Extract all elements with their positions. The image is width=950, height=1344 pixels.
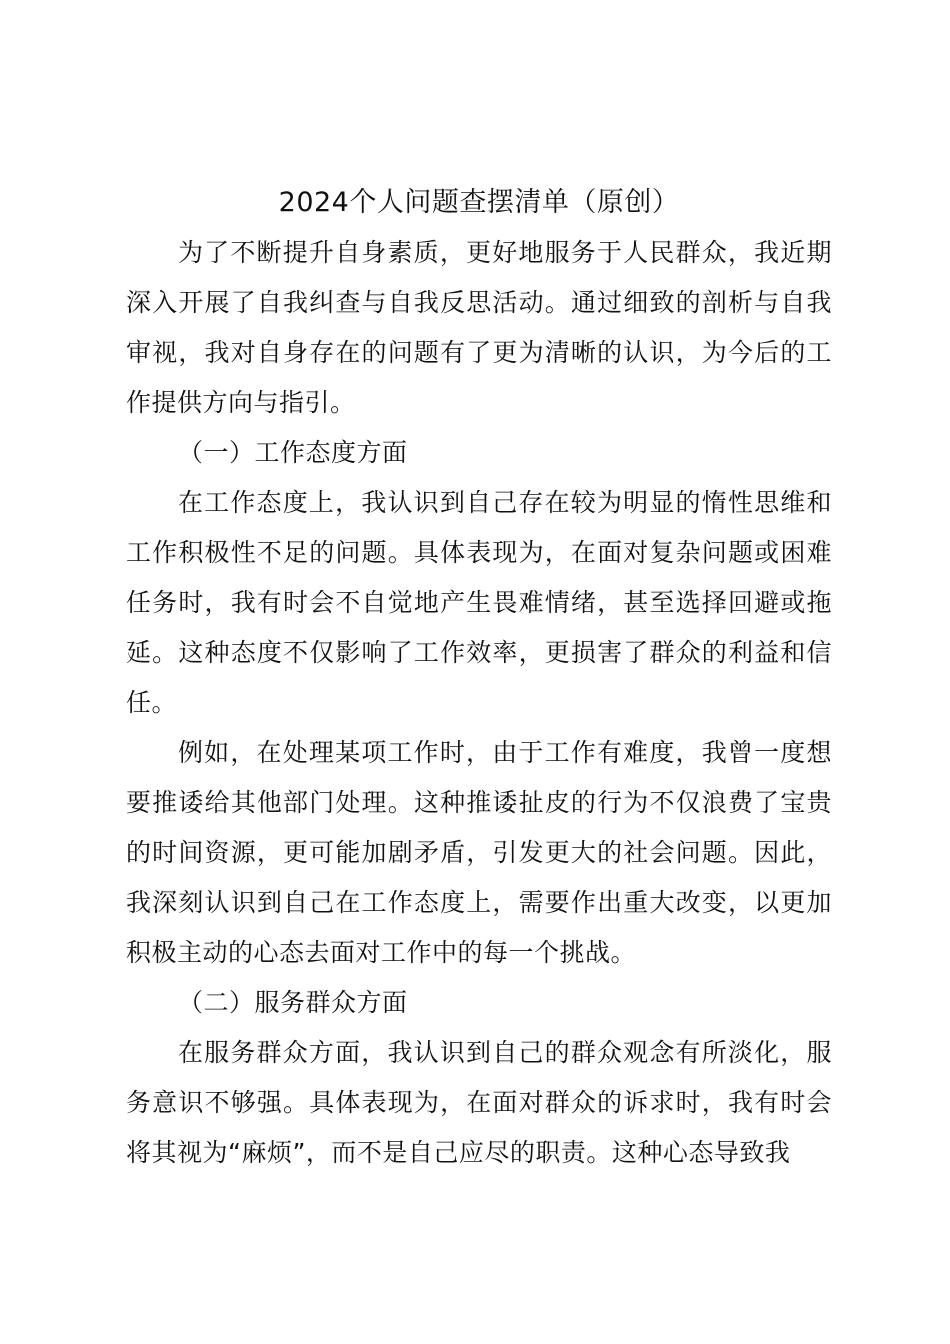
work-attitude-paragraph-1: 在工作态度上，我认识到自己存在较为明显的惰性思维和工作积极性不足的问题。具体表现为，在面对复杂问题或困难任务时，我有时会不自觉地产生畏难情绪，甚至选择回避或拖延。这种态度不仅影响了工作效率，更损害了群众的利益和信任。 [126,488,832,717]
work-attitude-paragraph-2: 例如，在处理某项工作时，由于工作有难度，我曾一度想要推诿给其他部门处理。这种推诿扯皮的行为不仅浪费了宝贵的时间资源，更可能加剧矛盾，引发更大的社会问题。因此，我深刻认识到自己在工作态度上，需要作出重大改变，以更加积极主动的心态去面对工作中的每一个挑战。 [126,738,832,967]
serving-public-paragraph-1: 在服务群众方面，我认识到自己的群众观念有所淡化，服务意识不够强。具体表现为，在面对群众的诉求时，我有时会将其视为“麻烦”，而不是自己应尽的职责。这种心态导致我 [126,1038,832,1167]
section-heading-work-attitude: （一）工作态度方面 [178,438,408,467]
intro-paragraph: 为了不断提升自身素质，更好地服务于人民群众，我近期深入开展了自我纠查与自我反思活动。通过细致的剖析与自我审视，我对自身存在的问题有了更为清晰的认识，为今后的工作提供方向与指引。 [126,238,832,417]
document-title: 2024个人问题查摆清单（原创） [278,187,680,218]
document-body [126,178,832,1178]
section-heading-serving-public: （二）服务群众方面 [178,988,408,1017]
